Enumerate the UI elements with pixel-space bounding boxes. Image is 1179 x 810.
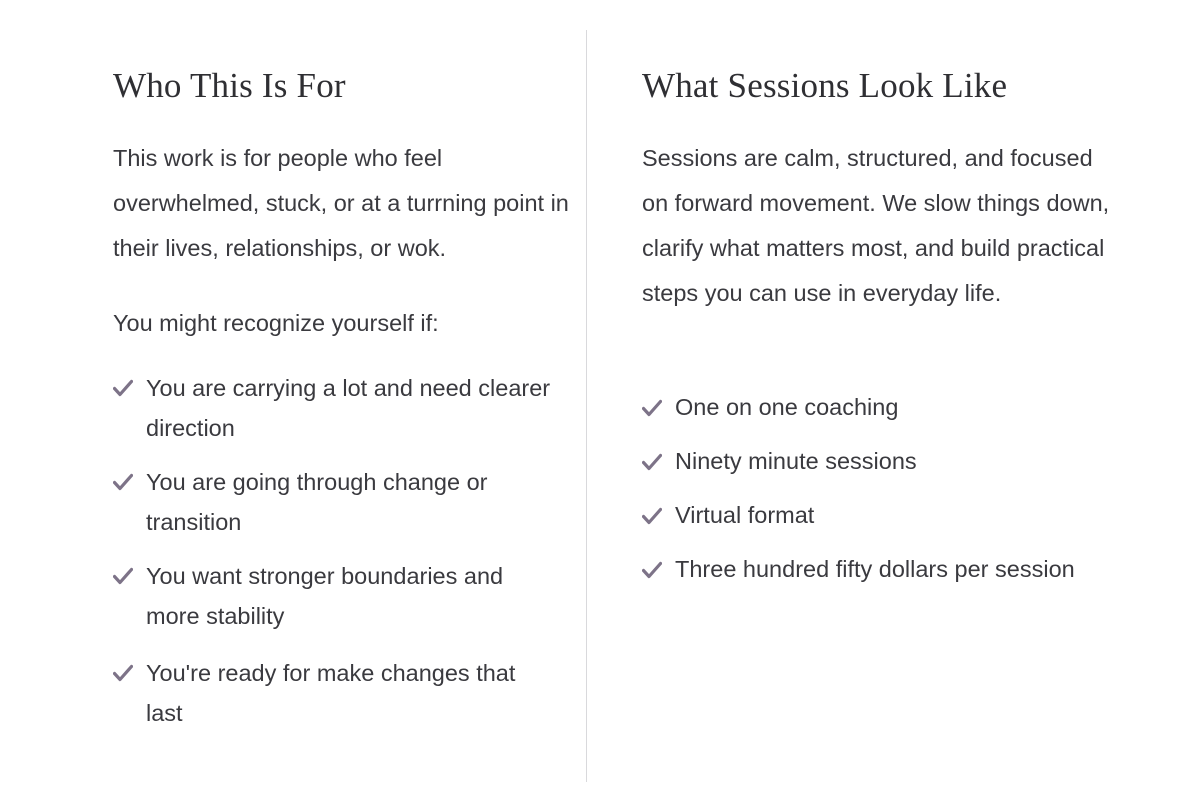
recognize-yourself-lead: You might recognize yourself if:: [113, 310, 439, 336]
section-heading-who-this-is-for: Who This Is For: [113, 66, 346, 105]
sessions-description: Sessions are calm, structured, and focused on forward movement. We slow things down, clarify what matters most, and build practical steps you can use in everyday life.: [642, 145, 1110, 306]
check-icon: [113, 664, 133, 682]
checklist-item-label: You are going through change or transition: [146, 469, 488, 535]
checklist-item-label: Three hundred fifty dollars per session: [675, 556, 1075, 582]
audience-checklist: [113, 368, 553, 747]
checklist-item: [642, 551, 1142, 587]
checklist-item: [113, 462, 553, 542]
check-icon: [642, 453, 662, 471]
checklist-item-label: One on one coaching: [675, 394, 899, 420]
checklist-item: [642, 443, 1142, 479]
checklist-item-label: You are carrying a lot and need clearer direction: [146, 375, 551, 441]
check-icon: [642, 561, 662, 579]
checklist-item: [113, 368, 553, 448]
check-icon: [113, 567, 133, 585]
checklist-item-label: You want stronger boundaries and more stability: [146, 563, 504, 629]
section-heading-what-sessions-look-like: What Sessions Look Like: [642, 66, 1008, 105]
checklist-item-label: Ninety minute sessions: [675, 448, 917, 474]
column-divider: [586, 30, 587, 782]
checklist-item-label: Virtual format: [675, 502, 815, 528]
checklist-item: [113, 556, 553, 636]
checklist-item: [113, 653, 553, 733]
session-details-checklist: [642, 389, 1142, 605]
checklist-item: [642, 497, 1142, 533]
check-icon: [642, 507, 662, 525]
audience-description: This work is for people who feel overwhelmed, stuck, or at a turrning point in their lives, relationships, or wok.: [113, 145, 569, 261]
checklist-item: [642, 389, 1142, 425]
check-icon: [642, 399, 662, 417]
checklist-item-label: You're ready for make changes that last: [146, 660, 516, 726]
check-icon: [113, 379, 133, 397]
check-icon: [113, 473, 133, 491]
